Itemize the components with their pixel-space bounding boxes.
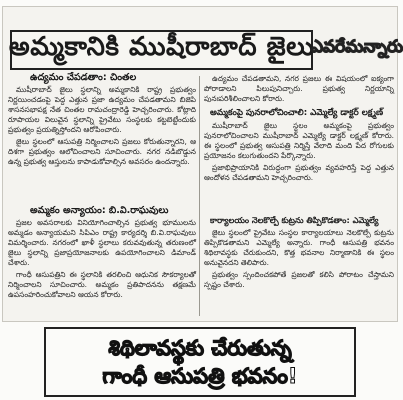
- right-paragraph-1: ముషీరాబాద్ జైలు స్థలం అమ్మకంపై ప్రభుత్వం పునరాలోచించాలని ముషీరాబాద్ ఎమ్మెల్యే డాక్టర్ లక్ష్మణ్ కోరారు. ఈ స్థలంలో ప్రభుత్వ ఆసుపత్రి నిర్మిస్తే వేలాది మంది పేద రోగులకు ప్రయోజనం కలుగుతుందని పేర్కొన్నారు.: [204, 121, 394, 160]
- right-paragraph-2: ప్రజాభిప్రాయానికి విరుద్ధంగా ప్రభుత్వం వ్యవహరిస్తే పెద్ద ఎత్తున ఆందోళన చేపడతామని హెచ్చరించారు.: [204, 163, 394, 182]
- left-article-body-2: [8, 218, 196, 316]
- side-headline-text: ఎవరేమన్నారు: [310, 37, 403, 57]
- left-article-body: [8, 85, 196, 203]
- left-paragraph-3: ప్రజల అవసరాలకు వినియోగించాల్సిన ప్రభుత్వ భూములను అమ్మడం అన్యాయమని సిపిఎం రాష్ట్ర కార్యదర్శి బి.వి.రాఘవులు విమర్శించారు. నగరంలో ఖాళీ స్థలాలు కరువవుతున్న తరుణంలో జైలు స్థలాన్ని ప్రజాప్రయోజనాలకు ఉపయోగించాలని డిమాండ్ చేశారు.: [8, 218, 196, 267]
- column-divider: [199, 76, 200, 316]
- main-headline-text: అమ్మకానికి ముషీరాబాద్ జైలు: [8, 32, 315, 62]
- bottom-headline-line-2: గాంధీ ఆసుపత్రి భవనం!: [102, 364, 298, 388]
- main-headline: [10, 30, 313, 70]
- right-article-top: [204, 74, 394, 104]
- left-paragraph-2: జైలు స్థలంలో ఆసుపత్రి నిర్మించాలని ప్రజలు కోరుతున్నారని, ఆ దిశగా ప్రభుత్వం ఆలోచించాలని సూచించారు. నగర నడిబొడ్డున ఉన్న ప్రభుత్వ ఆస్తులను కాపాడుకోవాల్సిన అవసరం ఉందన్నారు.: [8, 137, 196, 166]
- right-article-body: [204, 121, 394, 213]
- right-article-body-2: [204, 228, 394, 316]
- right-paragraph-3: జైలు స్థలంలో ప్రైవేటు సంస్థల కార్యాలయాలు నెలకొల్పే కుట్రను తిప్పికొడతామని ఎమ్మెల్యే అన్నారు. గాంధీ ఆసుపత్రి భవనం శిథిలావస్థకు చేరుకుందని, కొత్త భవనాల నిర్మాణానికి ఈ స్థలం అనువైనదని తెలిపారు.: [204, 228, 394, 267]
- bottom-headline-box: [44, 327, 356, 397]
- right-paragraph-4: ప్రభుత్వం స్పందించకపోతే ప్రజలతో కలిసి పోరాటం చేస్తామని స్పష్టం చేశారు.: [204, 270, 394, 289]
- side-headline: [310, 26, 403, 72]
- left-paragraph-1: ముషీరాబాద్ జైలు స్థలాన్ని అమ్మకానికి రాష్ట్ర ప్రభుత్వం నిర్ణయించడంపై పెద్ద ఎత్తున ప్రజా ఉద్యమం చేపడతామని బిజెపి శాసనసభాపక్ష నేత చింతల రామచంద్రారెడ్డి హెచ్చరించారు. కోట్లాది రూపాయల విలువైన స్థలాన్ని ప్రైవేటు సంస్థలకు కట్టబెట్టేందుకు ప్రభుత్వం ప్రయత్నిస్తోందని ఆరోపించారు.: [8, 85, 196, 134]
- left-subheading-2: అమ్మకం అన్యాయం: బి.వి.రాఘవులు: [30, 205, 169, 216]
- left-paragraph-4: గాంధీ ఆసుపత్రిని ఈ స్థలానికి తరలించి ఆధునిక సౌకర్యాలతో నిర్మించాలని సూచించారు. అమ్మకం ప్రతిపాదనను తక్షణమే ఉపసంహరించుకోవాలని ఆయన కోరారు.: [8, 270, 196, 299]
- bottom-headline-line-1: శిథిలావస్థకు చేరుతున్న: [108, 336, 292, 360]
- right-subheading: అమ్మకంపై పునరాలోచించాలి: ఎమ్మెల్యే డాక్టర్ లక్ష్మణ్: [210, 108, 384, 118]
- right-paragraph-top: ఉద్యమం చేపడతామని, నగర ప్రజలు ఈ విషయంలో ఐక్యంగా పోరాడాలని పిలుపునిచ్చారు. ప్రభుత్వ నిర్ణయాన్ని పునఃపరిశీలించాలని కోరారు.: [204, 74, 394, 103]
- right-subheading-2: కార్యాలయం నెలకొల్పే కుట్రను తిప్పికొడతాం: ఎమ్మెల్యే: [210, 215, 379, 225]
- left-subheading: ఉద్యమం చేపడతాం: చింతల: [30, 72, 137, 83]
